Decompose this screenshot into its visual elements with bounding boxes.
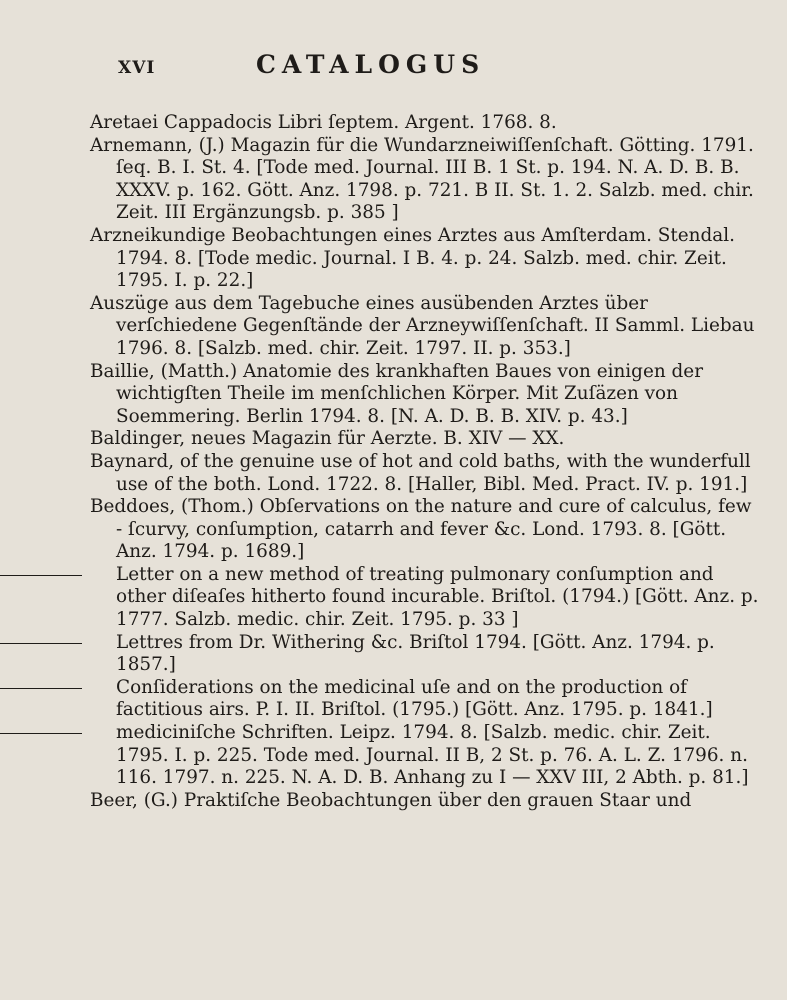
catalogue-entry: Baillie, (Matth.) Anatomie des krankhaften Baues von einigen der wichtigſten Theile im menſchlichen Körper. Mit Zuſäzen von Soemmering. Berlin 1794. 8. [N. A. D. B. B. XIV. p. 43.] <box>90 360 703 427</box>
continuation-text: mediciniſche Schriften. Leipz. 1794. 8. [Salzb. medic. chir. Zeit. 1795. I. p. 225. Tode med. Journal. II B, 2 St. p. 76. A. L. Z. 1796. n. 116. 1797. n. 225. N. A. D. B. Anhang zu I — XXV III, 2 Abth. p. 81.] <box>116 722 749 789</box>
catalogue-entry: Beddoes, (Thom.) Obſervations on the nature and cure of calculus, few - ſcurvy, conſumption, catarrh and fever &c. Lond. 1793. 8. [Gött. Anz. 1794. p. 1689.] <box>90 496 752 563</box>
continuation-entry <box>90 632 759 677</box>
ditto-dash <box>0 733 82 734</box>
catalogue-entry: Arnemann, (J.) Magazin für die Wundarzneiwiſſenſchaft. Götting. 1791. ſeq. B. I. St. 4. [Tode med. Journal. III B. 1 St. p. 194. N. A. D. B. B. XXXV. p. 162. Gött. Anz. 1798. p. 721. B II. St. 1. 2. Salzb. med. chir. Zeit. III Ergänzungsb. p. 385 ] <box>90 134 754 224</box>
continuation-entry <box>90 722 759 790</box>
catalogue-entries <box>90 112 759 812</box>
continuation-text: Letter on a new method of treating pulmonary conſumption and other diſeaſes hitherto found incurable. Briſtol. (1794.) [Gött. Anz. p. 1777. Salzb. medic. chir. Zeit. 1795. p. 33 ] <box>116 563 759 631</box>
continuation-text: Conſiderations on the medicinal uſe and on the production of factitious airs. P. I. II. Briſtol. (1795.) [Gött. Anz. 1795. p. 1841.] <box>116 676 713 721</box>
continuation-entry <box>90 564 759 632</box>
catalogue-entry: Baldinger, neues Magazin für Aerzte. B. XIV — XX. <box>90 428 565 450</box>
catalogue-entry: Aretaei Cappadocis Libri ſeptem. Argent. 1768. 8. <box>90 112 557 133</box>
catalogue-entry: Beer, (G.) Praktiſche Beobachtungen über den grauen Staar und <box>90 789 692 811</box>
ditto-dash <box>0 643 82 644</box>
ditto-dash <box>0 575 82 576</box>
page-header <box>118 50 759 90</box>
catalogue-entry: Baynard, of the genuine use of hot and cold baths, with the wunderfull use of the both. Lond. 1722. 8. [Haller, Bibl. Med. Pract. IV. p. 191.] <box>90 450 751 495</box>
catalogue-entry: Auszüge aus dem Tagebuche eines ausübenden Arztes über verſchiedene Gegenſtände der Arzneywiſſenſchaft. II Samml. Liebau 1796. 8. [Salzb. med. chir. Zeit. 1797. II. p. 353.] <box>90 292 755 359</box>
catalogue-entry: Arzneikundige Beobachtungen eines Arztes aus Amſterdam. Stendal. 1794. 8. [Tode medic. Journal. I B. 4. p. 24. Salzb. med. chir. Zeit. 1795. I. p. 22.] <box>90 224 735 292</box>
continuation-entry <box>90 677 759 722</box>
running-head: CATALOGUS <box>256 50 486 79</box>
page-number: XVI <box>118 58 156 78</box>
ditto-dash <box>0 688 82 689</box>
continuation-text: Lettres from Dr. Withering &c. Briſtol 1794. [Gött. Anz. 1794. p. 1857.] <box>116 631 715 676</box>
